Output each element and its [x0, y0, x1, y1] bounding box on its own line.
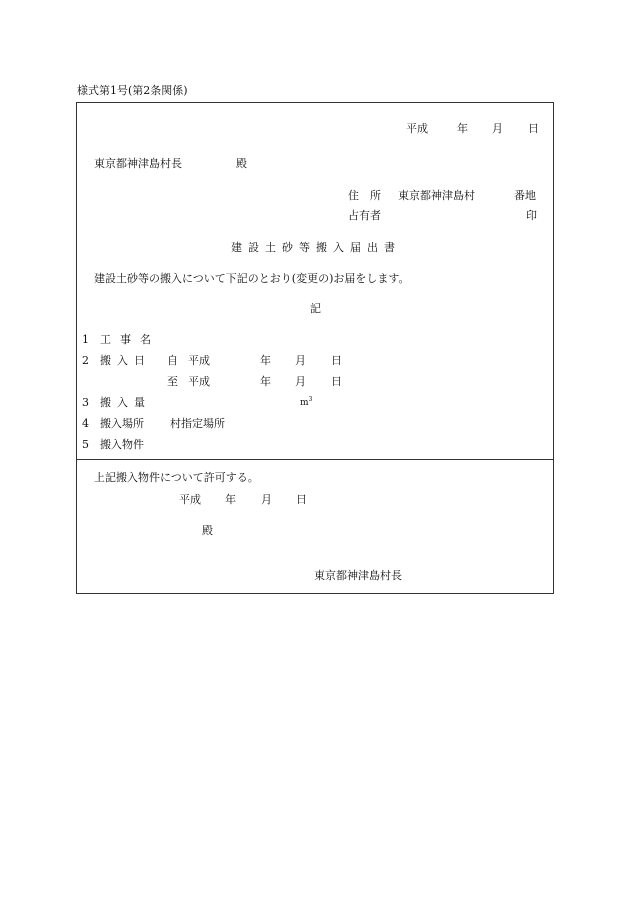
address-label: 住 所: [348, 189, 381, 202]
item2-label: 搬入日: [100, 354, 151, 367]
item3-unit-sup: 3: [308, 396, 313, 403]
permit-year: 年: [225, 493, 236, 506]
item2-to-day: 日: [331, 375, 342, 388]
intro-text: 建設土砂等の搬入について下記のとおり(変更の)お届をします。: [94, 272, 410, 285]
item2-to-era: 平成: [188, 375, 210, 388]
section-divider: [76, 459, 554, 460]
item2-number: 2: [82, 354, 89, 367]
addressee-honorific: 殿: [236, 157, 247, 170]
occupant-label: 占有者: [348, 209, 381, 222]
permit-issuer: 東京都神津島村長: [314, 569, 402, 582]
permit-honorific: 殿: [202, 524, 213, 537]
address-value: 東京都神津島村: [398, 189, 475, 202]
date-header-month: 月: [492, 122, 503, 135]
addressee-name: 東京都神津島村長: [94, 157, 182, 170]
item2-from-day: 日: [331, 354, 342, 367]
item2-from-era: 平成: [188, 354, 210, 367]
item3-unit: [300, 396, 312, 410]
item5-label: 搬入物件: [100, 438, 144, 451]
item2-to: 至: [167, 375, 178, 388]
item1-label: 工事名: [100, 333, 160, 346]
date-header-day: 日: [528, 122, 539, 135]
item4-number: 4: [82, 417, 89, 430]
date-header-era: 平成: [406, 122, 428, 135]
form-id: 様式第1号(第2条関係): [77, 84, 188, 97]
permit-text: 上記搬入物件について許可する。: [94, 471, 259, 484]
permit-era: 平成: [179, 493, 201, 506]
item3-label: 搬入量: [100, 396, 151, 409]
date-header-year: 年: [457, 122, 468, 135]
document-title: 建設土砂等搬入届出書: [231, 241, 401, 254]
item5-number: 5: [82, 438, 89, 451]
seal-mark: 印: [526, 209, 537, 222]
item3-number: 3: [82, 396, 89, 409]
item2-from-month: 月: [295, 354, 306, 367]
item2-to-year: 年: [260, 375, 271, 388]
form-frame: [76, 102, 554, 594]
item3-unit-base: m: [300, 398, 309, 408]
address-suffix: 番地: [514, 189, 536, 202]
permit-day: 日: [296, 493, 307, 506]
item4-label: 搬入場所: [100, 417, 144, 430]
item2-from-year: 年: [260, 354, 271, 367]
ki-mark: 記: [310, 302, 321, 315]
item4-value: 村指定場所: [170, 417, 225, 430]
item2-from: 自: [167, 354, 178, 367]
item2-to-month: 月: [295, 375, 306, 388]
permit-month: 月: [261, 493, 272, 506]
item1-number: 1: [82, 333, 89, 346]
